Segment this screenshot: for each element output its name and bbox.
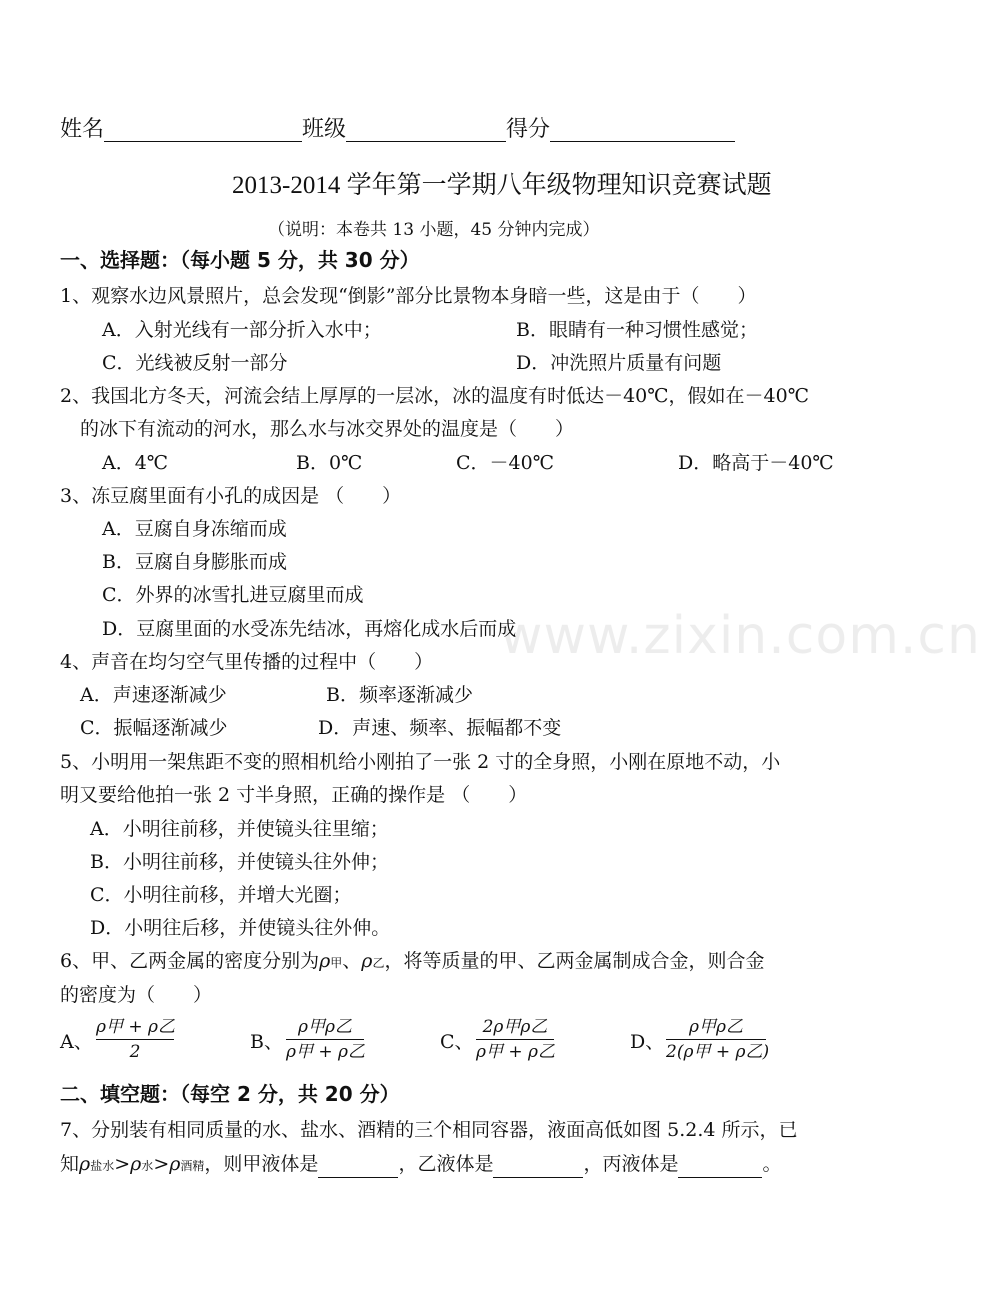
q1-option-d[interactable]: D．冲洗照片质量有问题: [516, 352, 722, 374]
score-blank[interactable]: [550, 119, 735, 142]
q7-blank-3[interactable]: [678, 1155, 762, 1178]
q6-sep: 、: [342, 950, 362, 972]
q4-option-b[interactable]: B．频率逐渐减少: [326, 684, 473, 706]
gt-2: >: [153, 1153, 170, 1175]
sub-alcohol: 酒精: [180, 1159, 205, 1173]
q1-stem: 1、观察水边风景照片，总会发现“倒影”部分比景物本身暗一些，这是由于（ ）: [60, 285, 757, 307]
q6-stem-pre: 6、甲、乙两金属的密度分别为: [60, 950, 320, 972]
score-label: 得分: [506, 117, 551, 142]
q2-option-c[interactable]: C．－40℃: [456, 452, 554, 474]
q7-stem-line2: [60, 1152, 781, 1178]
q6-option-b-fraction[interactable]: [286, 1016, 364, 1063]
section-2-heading: 二、填空题：（每空 2 分，共 20 分）: [60, 1082, 400, 1106]
watermark: www.zixin.com.cn: [500, 606, 981, 666]
q6-stem-line1: [60, 949, 765, 975]
section-1-heading: 一、选择题：（每小题 5 分，共 30 分）: [60, 248, 420, 272]
exam-note: （说明：本卷共 13 小题，45 分钟内完成）: [268, 220, 600, 240]
rho-alcohol: ρ: [169, 1153, 181, 1175]
q4-stem: 4、声音在均匀空气里传播的过程中（ ）: [60, 651, 434, 673]
q6-option-d-label[interactable]: D、: [630, 1031, 665, 1053]
q4-option-d[interactable]: D．声速、频率、振幅都不变: [318, 717, 562, 739]
sub-water: 水: [141, 1159, 154, 1173]
q1-option-b[interactable]: B．眼睛有一种习惯性感觉；: [516, 319, 758, 341]
fraction-numerator: ρ甲ρ乙: [298, 1017, 352, 1037]
q7-text-3: ，丙液体是: [583, 1153, 679, 1175]
fraction-denominator: ρ甲 + ρ乙: [286, 1042, 366, 1062]
fraction-bar: [96, 1039, 174, 1040]
q6-option-c-label[interactable]: C、: [440, 1031, 474, 1053]
fraction-denominator: ρ甲 + ρ乙: [476, 1042, 556, 1062]
sub-yi: 乙: [372, 956, 385, 970]
q6-option-a-label[interactable]: A、: [60, 1031, 93, 1053]
q4-option-a[interactable]: A．声速逐渐减少: [80, 684, 227, 706]
q1-option-a[interactable]: A．入射光线有一部分折入水中；: [102, 319, 382, 341]
q5-stem-line2: 明又要给他拍一张 2 寸半身照，正确的操作是 （ ）: [60, 784, 528, 806]
q2-stem-line1: 2、我国北方冬天，河流会结上厚厚的一层冰，冰的温度有时低达－40℃，假如在－40℃: [60, 385, 809, 407]
q6-option-b-label[interactable]: B、: [250, 1031, 283, 1053]
q5-option-b[interactable]: B．小明往前移，并使镜头往外伸；: [90, 851, 389, 873]
q3-option-d[interactable]: D．豆腐里面的水受冻先结冰，再熔化成水后而成: [102, 618, 517, 640]
q7-end: 。: [762, 1153, 782, 1175]
q3-option-b[interactable]: B．豆腐自身膨胀而成: [102, 551, 287, 573]
fraction-numerator: ρ甲 + ρ乙: [96, 1017, 176, 1037]
q6-stem-post: ，将等质量的甲、乙两金属制成合金，则合金: [384, 950, 765, 972]
q3-option-c[interactable]: C．外界的冰雪扎进豆腐里而成: [102, 584, 364, 606]
q4-option-c[interactable]: C．振幅逐渐减少: [80, 717, 228, 739]
q3-option-a[interactable]: A．豆腐自身冻缩而成: [102, 518, 287, 540]
q7-text-2: ，乙液体是: [398, 1153, 494, 1175]
q6-option-d-fraction[interactable]: [666, 1016, 770, 1063]
exam-title: 2013-2014 学年第一学期八年级物理知识竞赛试题: [232, 172, 772, 199]
fraction-bar: [666, 1039, 766, 1040]
fraction-denominator: 2(ρ甲 + ρ乙): [666, 1042, 770, 1062]
fraction-numerator: ρ甲ρ乙: [689, 1017, 743, 1037]
q6-option-a-fraction[interactable]: [96, 1016, 174, 1063]
q2-stem-line2: 的冰下有流动的河水，那么水与冰交界处的温度是（ ）: [80, 418, 575, 440]
class-label: 班级: [302, 117, 347, 142]
q2-option-d[interactable]: D．略高于－40℃: [678, 452, 834, 474]
fraction-bar: [286, 1039, 364, 1040]
q6-option-c-fraction[interactable]: [476, 1016, 554, 1063]
q7-pre: 知: [60, 1153, 80, 1175]
q7-blank-2[interactable]: [493, 1155, 583, 1178]
q7-text-1: ，则甲液体是: [204, 1153, 319, 1175]
q1-option-c[interactable]: C．光线被反射一部分: [102, 352, 288, 374]
q3-stem: 3、冻豆腐里面有小孔的成因是 （ ）: [60, 485, 402, 507]
gt-1: >: [114, 1153, 131, 1175]
student-info-line: [60, 118, 735, 142]
sub-jia: 甲: [330, 956, 343, 970]
fraction-bar: [476, 1039, 554, 1040]
q6-stem-line2: 的密度为（ ）: [60, 984, 213, 1006]
q5-option-a[interactable]: A．小明往前移，并使镜头往里缩；: [90, 818, 389, 840]
rho-jia: ρ: [319, 950, 331, 972]
q5-option-c[interactable]: C．小明往前移，并增大光圈；: [90, 884, 352, 906]
rho-water: ρ: [130, 1153, 142, 1175]
q7-blank-1[interactable]: [318, 1155, 398, 1178]
rho-yi: ρ: [361, 950, 373, 972]
q2-option-b[interactable]: B．0℃: [296, 452, 363, 474]
class-blank[interactable]: [346, 119, 506, 142]
q2-option-a[interactable]: A．4℃: [102, 452, 169, 474]
sub-salt-water: 盐水: [90, 1159, 115, 1173]
fraction-denominator: 2: [129, 1042, 141, 1062]
q5-option-d[interactable]: D．小明往后移，并使镜头往外伸。: [90, 917, 391, 939]
q5-stem-line1: 5、小明用一架焦距不变的照相机给小刚拍了一张 2 寸的全身照，小刚在原地不动，小: [60, 751, 781, 773]
fraction-numerator: 2ρ甲ρ乙: [482, 1017, 548, 1037]
q7-stem-line1: 7、分别装有相同质量的水、盐水、酒精的三个相同容器，液面高低如图 5.2.4 所示，已: [60, 1119, 798, 1141]
name-label: 姓名: [60, 117, 105, 142]
rho-salt: ρ: [79, 1153, 91, 1175]
name-blank[interactable]: [104, 119, 302, 142]
